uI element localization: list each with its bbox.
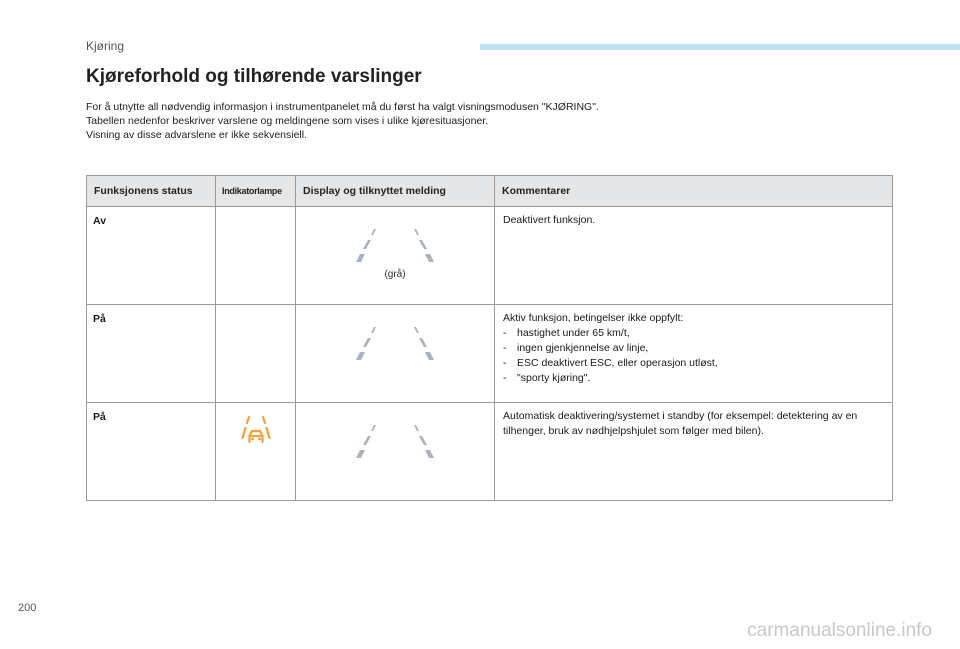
row-display: [296, 305, 495, 403]
comment-list-item: - ESC deaktivert ESC, eller operasjon utløst,: [503, 357, 718, 369]
table-row: [87, 305, 893, 403]
row-indicator-empty: [216, 305, 296, 403]
row-display: [296, 403, 495, 501]
section-label: Kjøring: [86, 39, 125, 53]
comment-list-item: - ingen gjenkjennelse av linje,: [503, 342, 649, 354]
intro-line: Tabellen nedenfor beskriver varslene og meldingene som vises i ulike kjøresituasjoner.: [86, 115, 489, 127]
lane-markings-icon: [347, 423, 443, 459]
header-indicator-lamp: Indikatorlampe: [216, 176, 296, 207]
lane-keep-warning-lamp-icon: [240, 415, 272, 445]
watermark: carmanualsonline.info: [747, 620, 932, 641]
table-header-row: [87, 176, 893, 207]
row-status: På: [93, 411, 106, 423]
intro-line: Visning av disse advarslene er ikke sekvensiell.: [86, 129, 308, 141]
intro-line: For å utnytte all nødvendig informasjon i instrumentpanelet må du først ha valgt visningsmodusen "KJØRING".: [86, 101, 599, 113]
row-status: Av: [93, 215, 107, 227]
table-row: [87, 403, 893, 501]
row-comment: [495, 305, 892, 386]
header-function-status: Funksjonens status: [87, 176, 216, 207]
header-display-message: Display og tilknyttet melding: [296, 176, 495, 207]
comment-list-item: - "sporty kjøring".: [503, 372, 591, 384]
row-comment: Deaktivert funksjon.: [503, 214, 596, 226]
header-comments: Kommentarer: [495, 176, 893, 207]
intro-text: [86, 100, 886, 142]
row-indicator-empty: [216, 207, 296, 305]
row-indicator: [216, 403, 296, 501]
section-color-bar: [480, 44, 960, 50]
page-number: 200: [18, 602, 37, 614]
row-comment: Automatisk deaktivering/systemet i standby (for eksempel: detektering av en tilhenger, bruk av nødhjelpshjulet som følger med bilen).: [503, 410, 858, 437]
warnings-table: [86, 175, 893, 501]
lane-markings-icon: [347, 227, 443, 263]
display-note: (grå): [384, 269, 406, 280]
table-row: [87, 207, 893, 305]
comment-intro: Aktiv funksjon, betingelser ikke oppfylt:: [503, 312, 684, 324]
row-display: [296, 207, 495, 305]
lane-markings-icon: [347, 325, 443, 361]
page-title: Kjøreforhold og tilhørende varslinger: [86, 66, 422, 87]
comment-list-item: - hastighet under 65 km/t,: [503, 327, 630, 339]
row-status: På: [93, 313, 106, 325]
